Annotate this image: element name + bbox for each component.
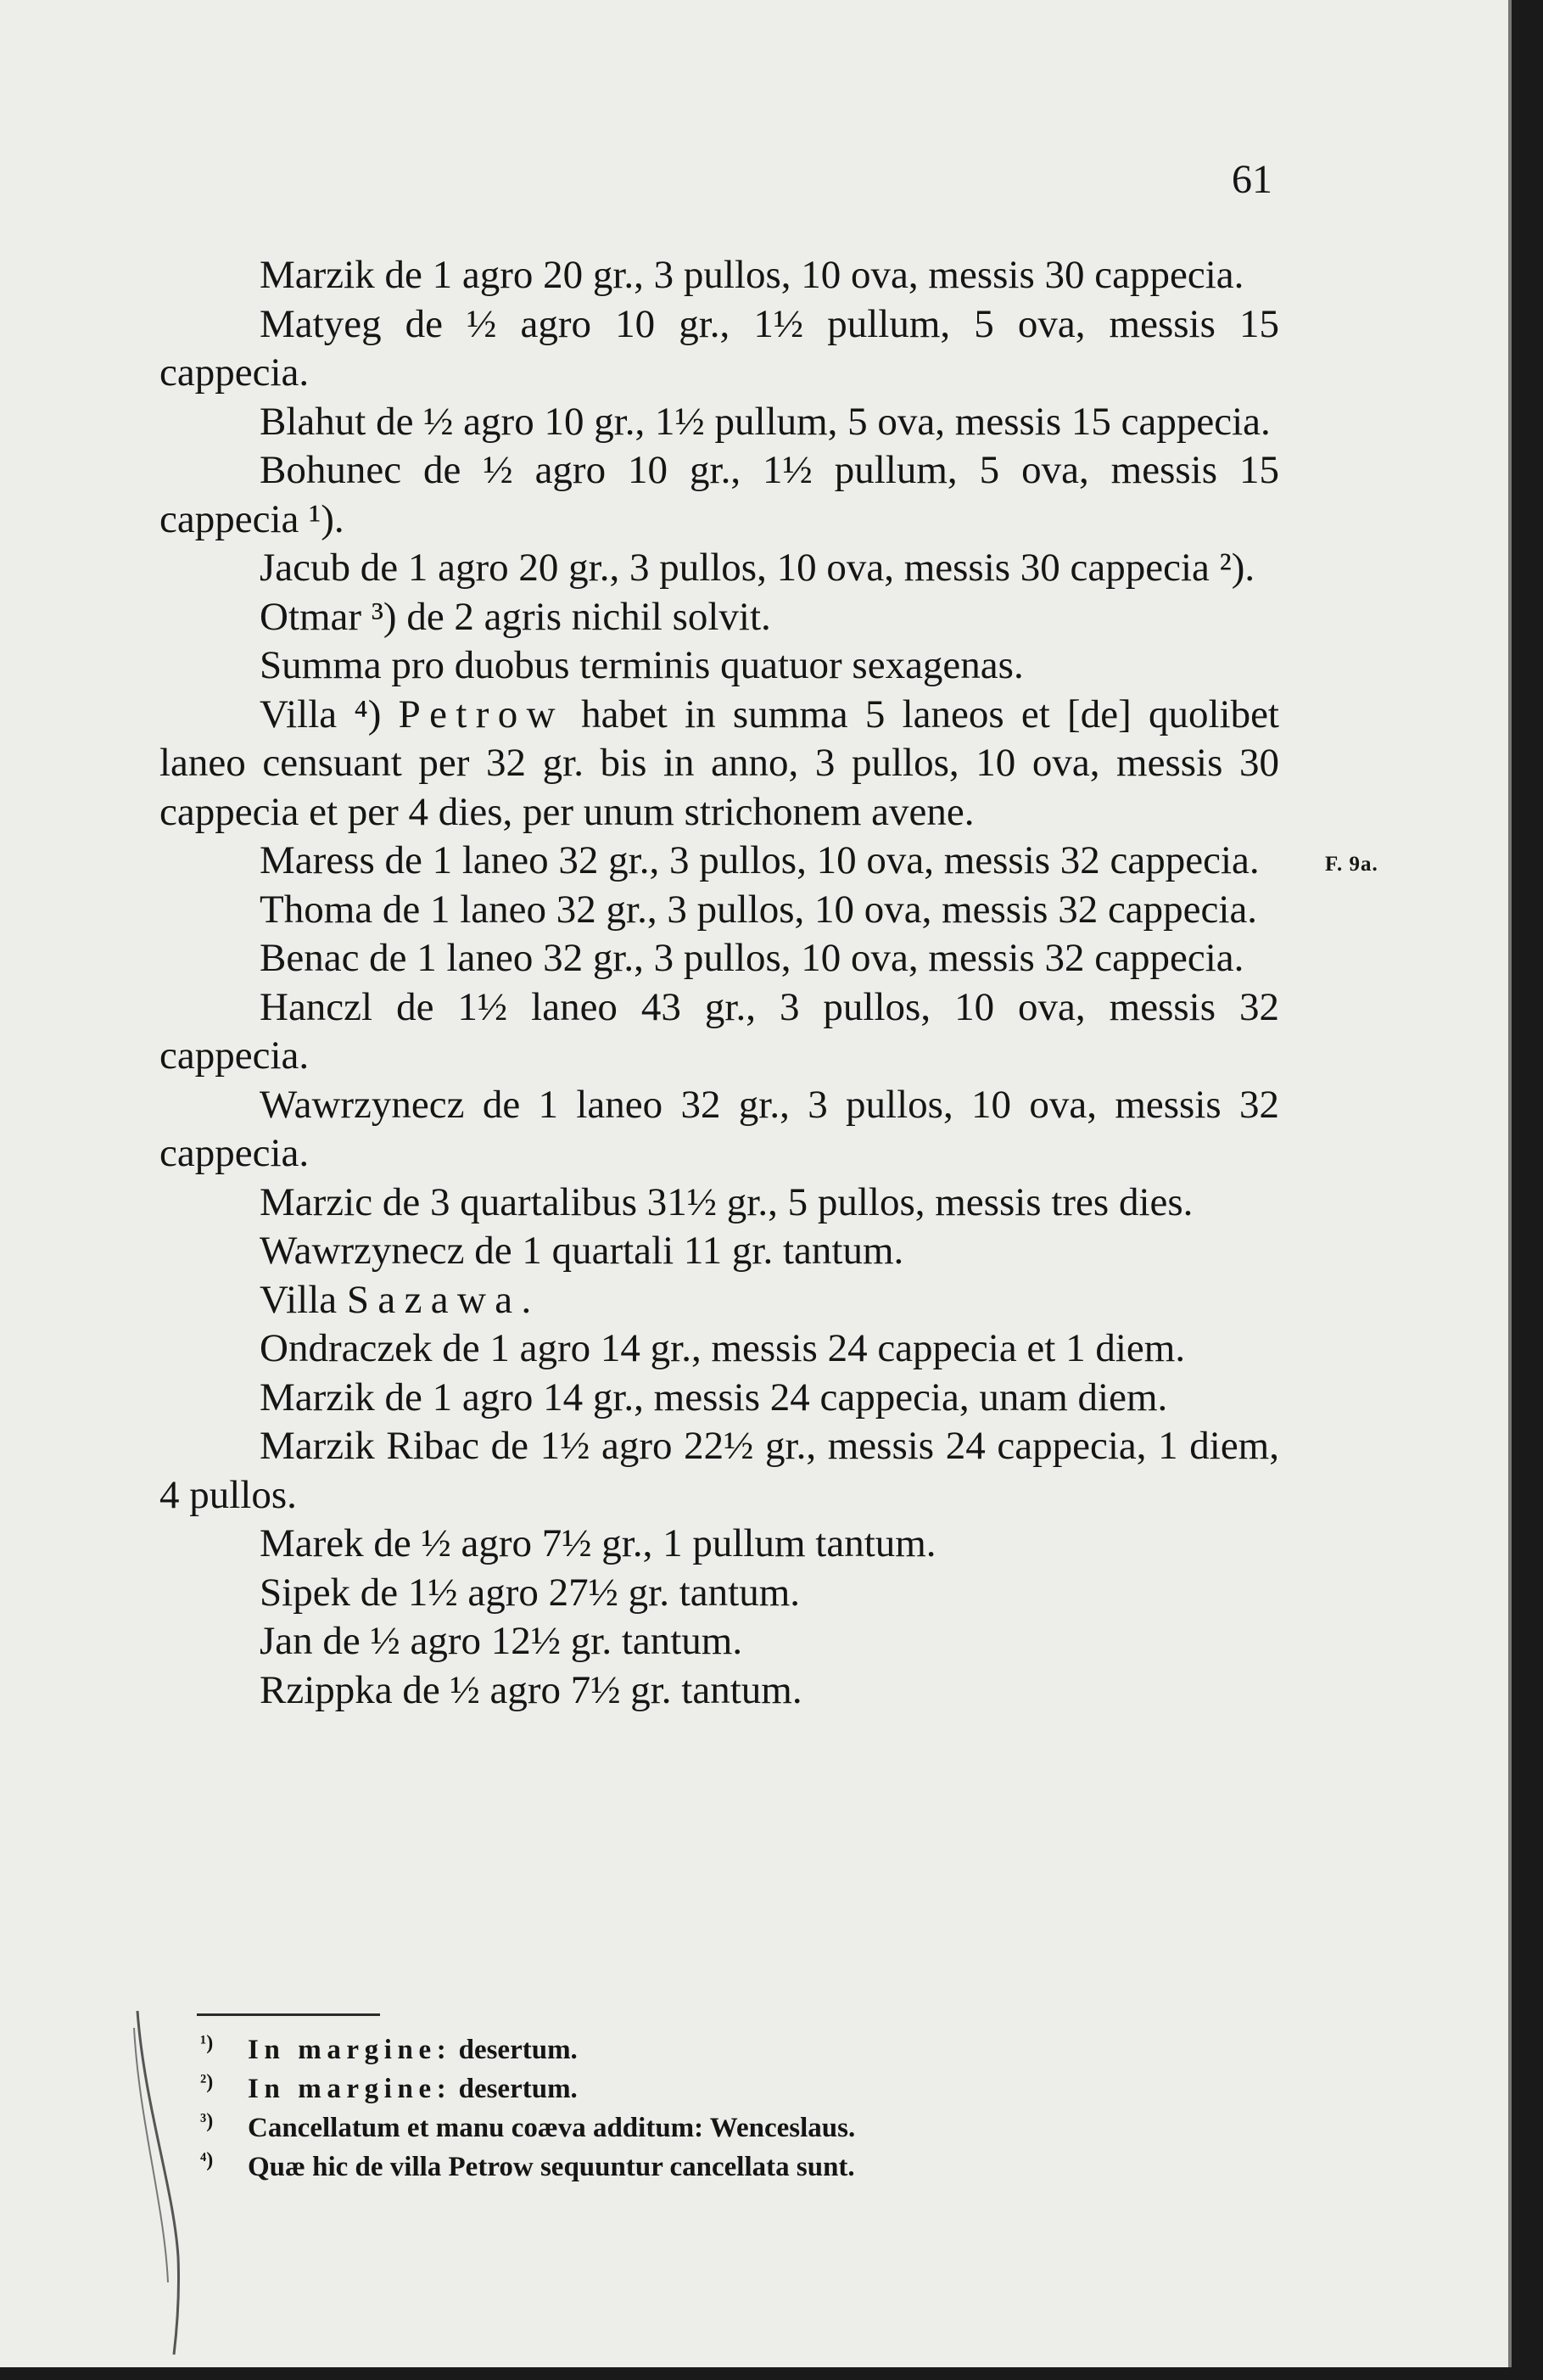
footnote-mark: ⁴) [200, 2149, 214, 2171]
entry-rzippka: Rzippka de ½ agro 7½ gr. tantum. [260, 1667, 802, 1712]
villa-sazawa-name: Sazawa. [346, 1277, 540, 1322]
entry-bohunec: Bohunec de ½ agro 10 gr., 1½ pullum, 5 ova, messis 15 cappecia ¹). [159, 448, 1279, 541]
footnote-label: In margine: [248, 2035, 452, 2065]
footnote-2 [200, 2069, 1261, 2108]
entry-matyeg: Matyeg de ½ agro 10 gr., 1½ pullum, 5 ova, messis 15 cappecia. [159, 301, 1279, 395]
entry-ondraczek: Ondraczek de 1 agro 14 gr., messis 24 cappecia et 1 diem. [260, 1326, 1186, 1370]
entry-marzik: Marzik de 1 agro 20 gr., 3 pullos, 10 ova, messis 30 cappecia. [260, 253, 1244, 297]
entry-jan: Jan de ½ agro 12½ gr. tantum. [260, 1619, 743, 1663]
entry-marzik-ribac: Marzik Ribac de 1½ agro 22½ gr., messis 24 cappecia, 1 diem, 4 pullos. [159, 1424, 1279, 1517]
villa-petrow-prefix: Villa ⁴) [260, 692, 399, 736]
footnote-text: desertum. [451, 2074, 578, 2104]
villa-petrow-name: Petrow [398, 692, 564, 736]
villa-petrow-heading [159, 691, 1279, 837]
entry-hanczl: Hanczl de 1½ laneo 43 gr., 3 pullos, 10 ova, messis 32 cappecia. [159, 984, 1279, 1078]
entry-summa: Summa pro duobus terminis quatuor sexagenas. [260, 643, 1024, 687]
main-text [159, 251, 1279, 1715]
villa-petrow-rest: habet in summa 5 laneos et [de] quolibet laneo censuant per 32 gr. bis in anno, 3 pullos, 10 ova, messis 30 cappecia et per 4 dies, per unum strichonem avene. [159, 692, 1279, 834]
footnote-text: desertum. [451, 2035, 578, 2065]
footnote-4 [200, 2148, 1261, 2187]
entry-marzic: Marzic de 3 quartalibus 31½ gr., 5 pullos, messis tres dies. [260, 1179, 1194, 1224]
entry-blahut: Blahut de ½ agro 10 gr., 1½ pullum, 5 ova, messis 15 cappecia. [260, 399, 1271, 444]
footnote-mark: ³) [200, 2110, 214, 2132]
footnote-text: Quæ hic de villa Petrow sequuntur cancellata sunt. [248, 2152, 855, 2182]
footnote-text: Cancellatum et manu coæva additum: Wenceslaus. [248, 2113, 856, 2143]
entry-marzik-sazawa: Marzik de 1 agro 14 gr., messis 24 cappecia, unam diem. [260, 1375, 1168, 1420]
entry-wawrzynecz-1: Wawrzynecz de 1 laneo 32 gr., 3 pullos, 10 ova, messis 32 cappecia. [159, 1082, 1279, 1175]
entry-jacub: Jacub de 1 agro 20 gr., 3 pullos, 10 ova, messis 30 cappecia ²). [260, 546, 1255, 590]
margin-folio-note: F. 9a. [1325, 853, 1378, 876]
footnotes [200, 2030, 1261, 2187]
footnote-3 [200, 2108, 1261, 2148]
entry-wawrzynecz-2: Wawrzynecz de 1 quartali 11 gr. tantum. [260, 1229, 904, 1273]
villa-sazawa-heading [159, 1276, 1279, 1325]
footnote-1 [200, 2030, 1261, 2069]
entry-sipek: Sipek de 1½ agro 27½ gr. tantum. [260, 1570, 801, 1615]
footnote-mark: ¹) [200, 2032, 214, 2054]
entry-marek: Marek de ½ agro 7½ gr., 1 pullum tantum. [260, 1521, 936, 1565]
entry-maress: Maress de 1 laneo 32 gr., 3 pullos, 10 ova, messis 32 cappecia. [260, 838, 1260, 882]
footnote-label: In margine: [248, 2074, 452, 2104]
footnote-divider [197, 2013, 380, 2016]
villa-sazawa-prefix: Villa [260, 1277, 347, 1322]
entry-benac: Benac de 1 laneo 32 gr., 3 pullos, 10 ova, messis 32 cappecia. [260, 936, 1244, 980]
pencil-margin-mark [127, 2002, 187, 2359]
entry-otmar: Otmar ³) de 2 agris nichil solvit. [260, 594, 771, 639]
entry-thoma: Thoma de 1 laneo 32 gr., 3 pullos, 10 ova, messis 32 cappecia. [260, 887, 1258, 932]
page-number: 61 [1232, 157, 1272, 202]
footnote-mark: ²) [200, 2071, 214, 2093]
